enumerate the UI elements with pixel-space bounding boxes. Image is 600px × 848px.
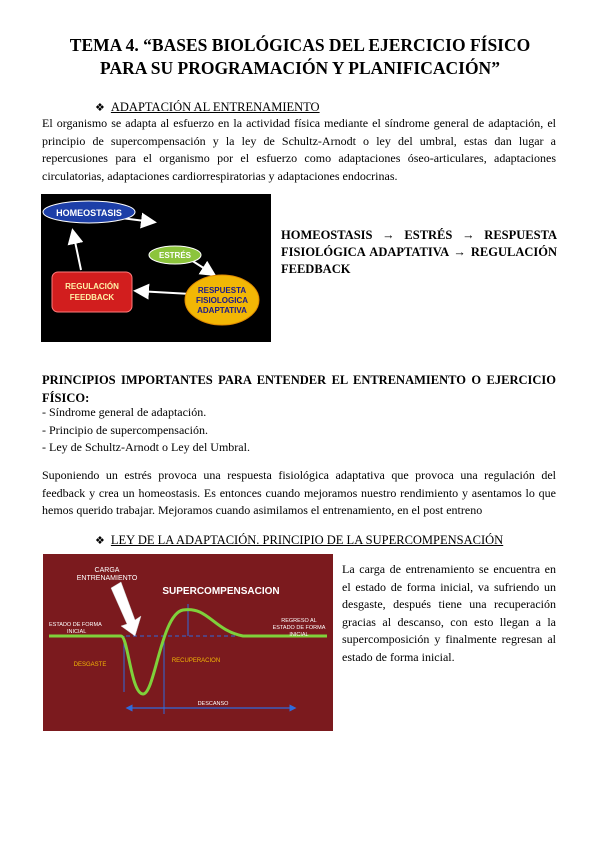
page-title xyxy=(30,34,570,80)
principles-list xyxy=(42,404,556,457)
descanso-label: DESCANSO xyxy=(197,701,229,707)
title-line-2: PARA SU PROGRAMACIÓN Y PLANIFICACIÓN” xyxy=(100,58,500,78)
explanation-paragraph: Suponiendo un estrés provoca una respuesta fisiológica adaptativa que provoca una regulación del feedback y crea un homeostasis. Es entonces cuando mejoramos nuestro rendimiento y asentamos lo que hemos querido trabajar. Mejoramos cuando asimilamos el entrenamiento, en el post entreno xyxy=(42,468,556,518)
principles-heading: PRINCIPIOS IMPORTANTES PARA ENTENDER EL ENTRENAMIENTO O EJERCICIO FÍSICO: xyxy=(42,373,556,405)
respuesta-label-3: ADAPTATIVA xyxy=(197,306,247,315)
intro-paragraph: El organismo se adapta al esfuerzo en la actividad física mediante el síndrome general de adaptación, el principio de supercompensación y la ley de Schultz-Arnodt o ley del umbral, estas dan lugar a repercusiones para el organismo por el esfuerzo como adaptaciones óseo-articulares, adaptaciones circulatorias, adaptaciones cardiorrespiratorias y adaptaciones endocrinas. xyxy=(42,116,556,183)
respuesta-label-2: FISIOLOGICA xyxy=(196,296,248,305)
estres-label: ESTRÉS xyxy=(158,251,192,260)
arrow-regulacion-homeostasis xyxy=(73,232,81,270)
diamond-bullet-icon: ❖ xyxy=(95,102,105,114)
principle-item: - Síndrome general de adaptación. xyxy=(42,405,207,419)
recuperacion-label: RECUPERACION xyxy=(171,658,221,664)
estado-label-2: INICIAL xyxy=(67,629,87,635)
section-heading-supercompensacion xyxy=(95,532,503,549)
chart-title: SUPERCOMPENSACION xyxy=(162,586,280,597)
desgaste-label: DESGASTE xyxy=(73,662,107,668)
respuesta-label-1: RESPUESTA xyxy=(197,286,247,295)
principle-item: - Ley de Schultz-Arnodt o Ley del Umbral. xyxy=(42,440,250,454)
carga-label-1: CARGA xyxy=(94,567,120,574)
homeostasis-cycle-diagram xyxy=(41,194,271,342)
arrow-respuesta-regulacion xyxy=(137,291,191,294)
arrow-estres-respuesta xyxy=(191,260,213,274)
supercompensation-chart xyxy=(43,554,333,731)
supercompensation-explanation: La carga de entrenamiento se encuentra en el estado de forma inicial, va sufriendo un desgaste, después tiene una recuperación gracias al descanso, con esto llegan a la supercomposición y finalmente regresan al estado de forma inicial. xyxy=(342,562,556,664)
section-heading-adaptacion xyxy=(95,99,320,116)
principle-item: - Principio de supercompensación. xyxy=(42,422,208,437)
regreso-label-3: INICIAL xyxy=(289,632,309,638)
carga-arrow-icon xyxy=(111,582,141,636)
carga-label-2: ENTRENAMIENTO xyxy=(76,575,138,582)
cycle-chain-text: HOMEOSTASIS → ESTRÉS → RESPUESTA FISIOLÓGICA ADAPTATIVA → REGULACIÓN FEEDBACK xyxy=(281,228,557,276)
section-heading-text: ADAPTACIÓN AL ENTRENAMIENTO xyxy=(110,100,320,114)
regreso-label-2: ESTADO DE FORMA xyxy=(272,625,326,631)
diamond-bullet-icon: ❖ xyxy=(95,535,105,547)
regulacion-node xyxy=(52,272,132,312)
section-heading-text: LEY DE LA ADAPTACIÓN. PRINCIPIO DE LA SUPERCOMPENSACIÓN xyxy=(110,533,504,547)
estado-label-1: ESTADO DE FORMA xyxy=(49,622,102,628)
regulacion-label-2: FEEDBACK xyxy=(69,293,115,302)
regulacion-label-1: REGULACIÓN xyxy=(65,282,119,291)
homeostasis-label: HOMEOSTASIS xyxy=(56,208,122,218)
regreso-label-1: REGRESO AL xyxy=(281,618,317,624)
title-line-1: TEMA 4. “BASES BIOLÓGICAS DEL EJERCICIO FÍSICO xyxy=(69,35,531,55)
